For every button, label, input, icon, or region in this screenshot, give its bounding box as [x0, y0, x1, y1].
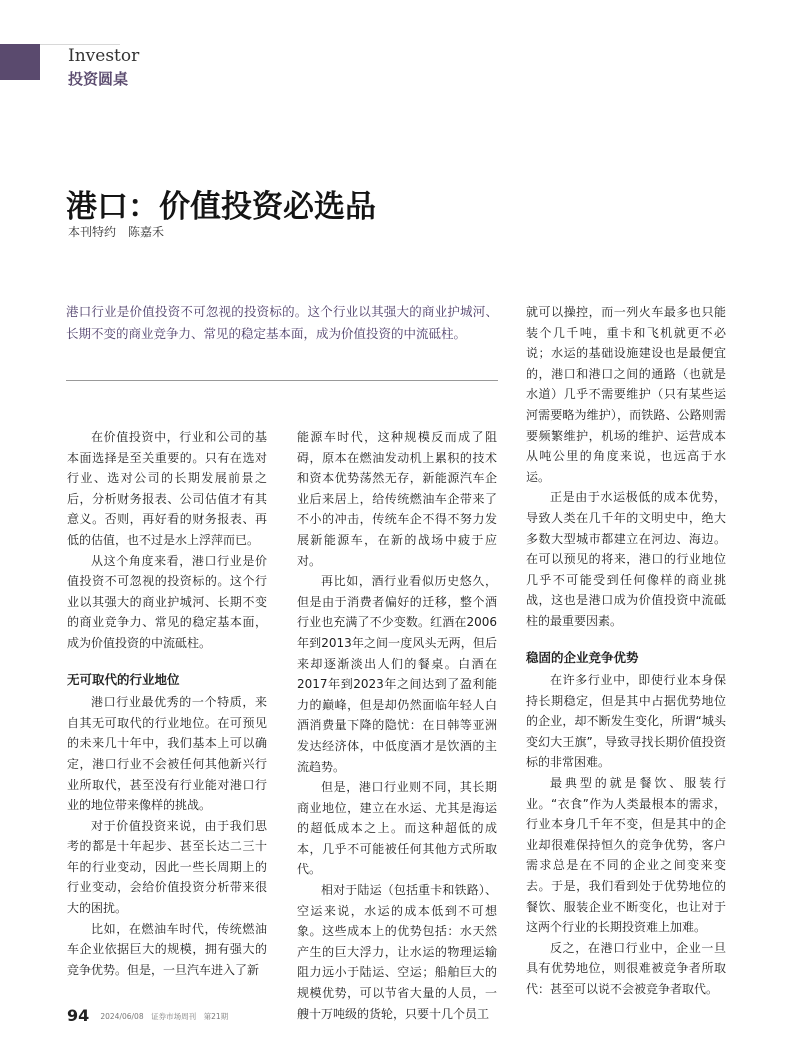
- paragraph: 正是由于水运极低的成本优势，导致人类在几千年的文明史中，绝大多数大型城市都建立在河边、海边。在可以预见的将来，港口的行业地位几乎不可能受到任何像样的商业挑战，这也是港口成为价值投资中流砥柱的最重要因素。: [526, 490, 726, 628]
- paragraph: 在价值投资中，行业和公司的基本面选择是至关重要的。只有在选对行业、选对公司的长期发展前景之后，分析财务报表、公司估值才有其意义。否则，再好看的财务报表、再低的估值，也不过是水上浮萍而已。: [67, 430, 267, 547]
- body-column-2: [297, 427, 497, 1024]
- section-color-band: [0, 44, 40, 80]
- paragraph: 港口行业最优秀的一个特质，来自其无可取代的行业地位。在可预见的未来几十年中，我们基本上可以确定，港口行业不会被任何其他新兴行业所取代，甚至没有行业能对港口行业的地位带来像样的挑战。: [67, 695, 267, 813]
- page-footer: [67, 1006, 228, 1026]
- subheading: 无可取代的行业地位: [67, 671, 180, 687]
- body-column-3: [526, 302, 726, 1000]
- section-label-cn: 投资圆桌: [68, 70, 129, 88]
- paragraph: 相对于陆运（包括重卡和铁路）、空运来说，水运的成本低到不可想象。这些成本上的优势包括：水天然产生的巨大浮力，让水运的物理运输阻力远小于陆运、空运；船舶巨大的规模优势，可以节省大量的人员，一艘十万吨级的货轮，只要十几个员工: [297, 883, 497, 1021]
- lead-divider: [66, 380, 498, 381]
- paragraph: 就可以操控，而一列火车最多也只能装个几千吨，重卡和飞机就更不必说；水运的基础设施建设也是最便宜的，港口和港口之间的通路（也就是水道）几乎不需要维护（只有某些运河需要略为维护），而铁路、公路则需要频繁维护，机场的维护、运营成本从吨公里的角度来说，也远高于水运。: [526, 305, 726, 484]
- paragraph: 但是，港口行业则不同，其长期商业地位，建立在水运、尤其是海运的超低成本之上。而这种超低的成本，几乎不可能被任何其他方式所取代。: [297, 780, 497, 877]
- section-label-en: Investor: [68, 46, 140, 66]
- paragraph: 能源车时代，这种规模反而成了阻碍，原本在燃油发动机上累积的技术和资本优势荡然无存，新能源汽车企业后来居上，给传统燃油车企带来了不小的冲击，传统车企不得不努力发展新能源车，在新的战场中疲于应对。: [297, 430, 497, 568]
- section-band-line: [40, 44, 120, 45]
- paragraph: 对于价值投资来说，由于我们思考的都是十年起步、甚至长达二三十年的行业变动，因此一些长周期上的行业变动，会给价值投资分析带来很大的困扰。: [67, 818, 267, 916]
- body-column-1: [67, 427, 267, 980]
- article-title: 港口：价值投资必选品: [66, 188, 376, 225]
- paragraph: 再比如，酒行业看似历史悠久，但是由于消费者偏好的迁移，整个酒行业也充满了不少变数。红酒在2006年到2013年之间一度风头无两，但后来却逐渐淡出人们的餐桌。白酒在2017年到2023年之间达到了盈利能力的巅峰，但是却仍然面临年轻人白酒消费量下降的隐忧：在日韩等亚洲发达经济体，中低度酒才是饮酒的主流趋势。: [297, 574, 497, 774]
- issue-info: 2024/06/08 证券市场周刊 第21期: [100, 1012, 229, 1021]
- paragraph: 从这个角度来看，港口行业是价值投资不可忽视的投资标的。这个行业以其强大的商业护城河、长期不变的商业竞争力、常见的稳定基本面，成为价值投资的中流砥柱。: [67, 553, 267, 650]
- paragraph: 最典型的就是餐饮、服装行业。“衣食”作为人类最根本的需求，行业本身几千年不变，但是其中的企业却很难保持恒久的竞争优势，客户需求总是在不同的企业之间变来变去。于是，我们看到处于优势地位的餐饮、服装企业不断变化，也让对于这两个行业的长期投资难上加难。: [526, 776, 726, 935]
- paragraph: 在许多行业中，即使行业本身保持长期稳定，但是其中占据优势地位的企业，却不断发生变化，所谓“城头变幻大王旗”，导致寻找长期价值投资标的非常困难。: [526, 673, 726, 770]
- page-number: 94: [67, 1006, 90, 1025]
- article-lead: 港口行业是价值投资不可忽视的投资标的。这个行业以其强大的商业护城河、长期不变的商业竞争力、常见的稳定基本面，成为价值投资的中流砥柱。: [66, 304, 498, 341]
- article-byline: 本刊特约 陈嘉禾: [68, 225, 165, 239]
- paragraph: 比如，在燃油车时代，传统燃油车企业依据巨大的规模，拥有强大的竞争优势。但是，一旦汽车进入了新: [67, 921, 267, 977]
- paragraph: 反之，在港口行业中，企业一旦具有优势地位，则很难被竞争者所取代：甚至可以说不会被竞争者取代。: [526, 940, 726, 996]
- subheading: 稳固的企业竞争优势: [526, 649, 639, 665]
